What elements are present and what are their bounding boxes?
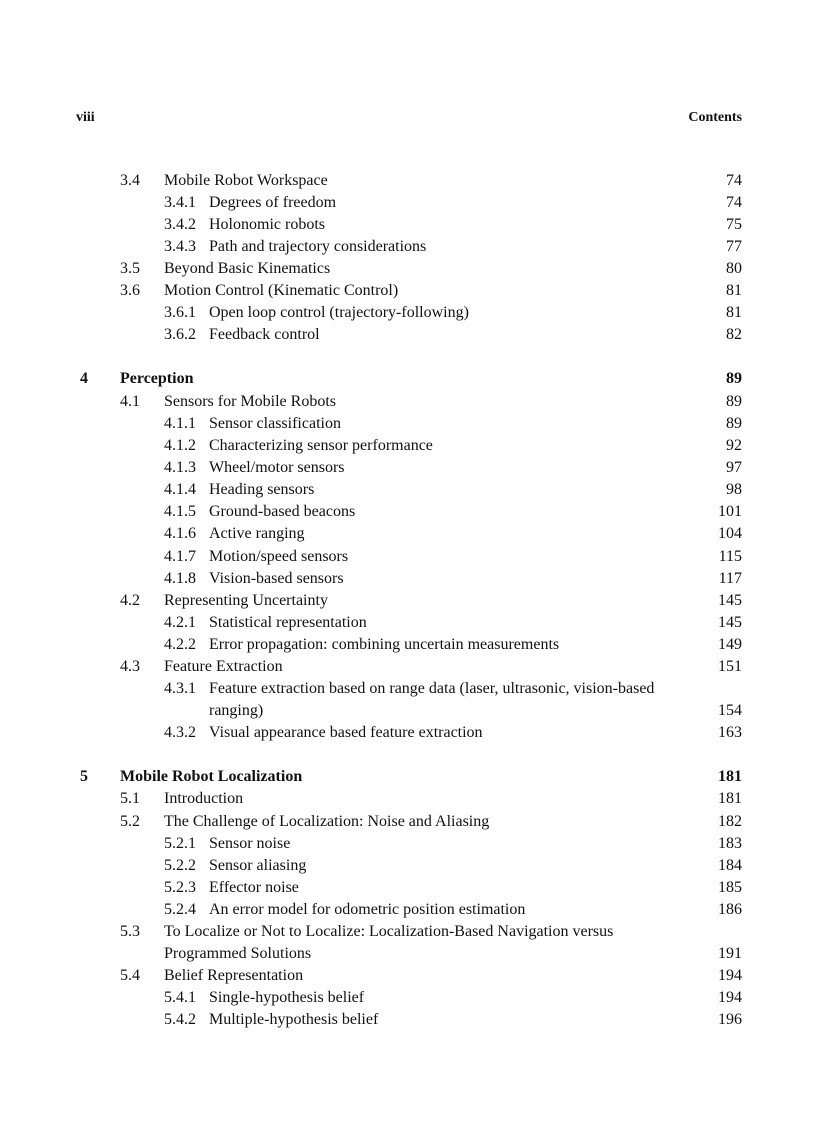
toc-subsection-4-1-3[interactable] [0, 457, 816, 479]
toc-section-number: 5.2 [120, 813, 140, 830]
toc-subsection-5-2-3[interactable] [0, 877, 816, 899]
toc-subsection-number: 3.6.2 [164, 326, 196, 343]
toc-chapter-title: Perception [120, 370, 194, 387]
toc-subsection-title: Wheel/motor sensors [209, 459, 345, 476]
toc-subsection-number: 4.2.2 [164, 636, 196, 653]
toc-page-number: 196 [718, 1011, 742, 1028]
toc-section-title: Feature Extraction [164, 658, 283, 675]
toc-subsection-5-2-1[interactable] [0, 833, 816, 855]
toc-section-title-continued: Programmed Solutions [164, 945, 312, 962]
toc-subsection-number: 3.4.2 [164, 216, 196, 233]
toc-subsection-4-1-2[interactable] [0, 435, 816, 457]
toc-subsection-4-3-2[interactable] [0, 722, 816, 744]
toc-subsection-title: Heading sensors [209, 481, 315, 498]
toc-subsection-title: Feedback control [209, 326, 320, 343]
toc-page-number: 89 [726, 370, 742, 387]
toc-subsection-4-1-5[interactable] [0, 501, 816, 523]
toc-subsection-number: 4.1.4 [164, 481, 196, 498]
toc-page-number: 81 [726, 282, 742, 299]
toc-subsection-title: Feature extraction based on range data (laser, ultrasonic, vision-based [209, 680, 655, 697]
toc-chapter-number: 5 [80, 768, 88, 785]
toc-section-4-2[interactable] [0, 590, 816, 612]
toc-subsection-title: Multiple-hypothesis belief [209, 1011, 379, 1028]
toc-subsection-4-2-2[interactable] [0, 634, 816, 656]
toc-subsection-number: 3.6.1 [164, 304, 196, 321]
toc-page-number: 74 [726, 194, 742, 211]
toc-subsection-title: Open loop control (trajectory-following) [209, 304, 469, 321]
toc-subsection-5-2-2[interactable] [0, 855, 816, 877]
toc-page-number: 184 [718, 857, 742, 874]
toc-section-5-3[interactable] [0, 921, 816, 943]
toc-subsection-title: Single-hypothesis belief [209, 989, 365, 1006]
toc-section-number: 3.5 [120, 260, 140, 277]
toc-subsection-4-1-7[interactable] [0, 546, 816, 568]
toc-section-number: 3.4 [120, 172, 140, 189]
toc-subsection-4-1-4[interactable] [0, 479, 816, 501]
toc-subsection-3-4-1[interactable] [0, 192, 816, 214]
toc-section-number: 4.3 [120, 658, 140, 675]
toc-subsection-title: Degrees of freedom [209, 194, 337, 211]
toc-subsection-number: 4.1.7 [164, 548, 196, 565]
toc-subsection-title: Characterizing sensor performance [209, 437, 433, 454]
toc-page-number: 92 [726, 437, 742, 454]
toc-page-number: 98 [726, 481, 742, 498]
toc-section-title: To Localize or Not to Localize: Localization-Based Navigation versus [164, 923, 614, 940]
toc-subsection-5-4-1[interactable] [0, 987, 816, 1009]
toc-subsection-3-4-2[interactable] [0, 214, 816, 236]
toc-page-number: 149 [718, 636, 742, 653]
toc-page-number: 81 [726, 304, 742, 321]
toc-subsection-title: Holonomic robots [209, 216, 325, 233]
toc-chapter-5[interactable] [0, 766, 816, 788]
toc-subsection-number: 5.4.2 [164, 1011, 196, 1028]
toc-section-title: The Challenge of Localization: Noise and Aliasing [164, 813, 490, 830]
toc-subsection-number: 5.2.3 [164, 879, 196, 896]
toc-subsection-number: 4.1.2 [164, 437, 196, 454]
toc-chapter-number: 4 [80, 370, 88, 387]
toc-subsection-number: 5.2.2 [164, 857, 196, 874]
toc-subsection-4-3-1[interactable] [0, 678, 816, 700]
toc-section-title: Beyond Basic Kinematics [164, 260, 331, 277]
toc-page-number: 74 [726, 172, 742, 189]
toc-subsection-5-2-4[interactable] [0, 899, 816, 921]
toc-subsection-title: Sensor aliasing [209, 857, 307, 874]
toc-subsection-number: 4.1.3 [164, 459, 196, 476]
toc-subsection-number: 4.3.1 [164, 680, 196, 697]
toc-section-number: 4.2 [120, 592, 140, 609]
toc-page-number: 194 [718, 989, 742, 1006]
toc-page-number: 191 [718, 945, 742, 962]
toc-page-number: 145 [718, 592, 742, 609]
toc-subsection-title: Motion/speed sensors [209, 548, 349, 565]
toc-section-title: Mobile Robot Workspace [164, 172, 328, 189]
toc-subsection-number: 4.1.5 [164, 503, 196, 520]
toc-subsection-number: 5.2.1 [164, 835, 196, 852]
toc-subsection-number: 4.3.2 [164, 724, 196, 741]
toc-subsection-4-2-1[interactable] [0, 612, 816, 634]
toc-section-number: 4.1 [120, 393, 140, 410]
toc-section-5-2[interactable] [0, 811, 816, 833]
toc-subsection-4-1-8[interactable] [0, 568, 816, 590]
toc-page-number: 80 [726, 260, 742, 277]
toc-section-title: Introduction [164, 790, 244, 807]
toc-subsection-number: 4.1.1 [164, 415, 196, 432]
running-head-title: Contents [688, 110, 742, 125]
toc-page-number: 97 [726, 459, 742, 476]
toc-subsection-title: Statistical representation [209, 614, 367, 631]
toc-section-title: Belief Representation [164, 967, 304, 984]
toc-subsection-4-1-1[interactable] [0, 413, 816, 435]
toc-page-number: 104 [718, 525, 742, 542]
toc-subsection-number: 5.2.4 [164, 901, 196, 918]
toc-page-number: 154 [718, 702, 742, 719]
toc-subsection-title: Path and trajectory considerations [209, 238, 427, 255]
toc-section-5-3-continued[interactable] [0, 943, 816, 965]
toc-subsection-title: Ground-based beacons [209, 503, 356, 520]
toc-page-number: 163 [718, 724, 742, 741]
toc-page-number: 115 [718, 548, 742, 565]
toc-section-5-1[interactable] [0, 788, 816, 810]
toc-subsection-title: Error propagation: combining uncertain measurements [209, 636, 560, 653]
toc-section-3-4[interactable] [0, 170, 816, 192]
toc-section-number: 3.6 [120, 282, 140, 299]
toc-subsection-4-1-6[interactable] [0, 523, 816, 545]
page-number-label: viii [76, 110, 95, 125]
toc-page-number: 75 [726, 216, 742, 233]
toc-page-number: 181 [718, 790, 742, 807]
toc-page-number: 186 [718, 901, 742, 918]
toc-subsection-number: 5.4.1 [164, 989, 196, 1006]
toc-subsection-title: Visual appearance based feature extraction [209, 724, 483, 741]
toc-section-3-6[interactable] [0, 280, 816, 302]
toc-page-number: 145 [718, 614, 742, 631]
toc-section-4-3[interactable] [0, 656, 816, 678]
toc-subsection-number: 4.1.6 [164, 525, 196, 542]
toc-page-number: 181 [718, 768, 742, 785]
toc-subsection-number: 3.4.1 [164, 194, 196, 211]
toc-subsection-title-continued: ranging) [209, 702, 264, 719]
toc-section-number: 5.1 [120, 790, 140, 807]
toc-page-number: 101 [718, 503, 742, 520]
toc-page-number: 117 [718, 570, 742, 587]
toc-page-number: 89 [726, 393, 742, 410]
toc-subsection-title: Sensor noise [209, 835, 291, 852]
toc-section-5-4[interactable] [0, 965, 816, 987]
toc-subsection-title: Sensor classification [209, 415, 341, 432]
toc-page-number: 89 [726, 415, 742, 432]
toc-subsection-4-3-1-continued[interactable] [0, 700, 816, 722]
toc-subsection-3-6-2[interactable] [0, 324, 816, 346]
toc-subsection-3-6-1[interactable] [0, 302, 816, 324]
toc-page-number: 182 [718, 813, 742, 830]
toc-subsection-title: Vision-based sensors [209, 570, 344, 587]
toc-chapter-4[interactable] [0, 368, 816, 390]
toc-subsection-title: Effector noise [209, 879, 299, 896]
toc-section-title: Motion Control (Kinematic Control) [164, 282, 399, 299]
toc-section-3-5[interactable] [0, 258, 816, 280]
toc-page-number: 183 [718, 835, 742, 852]
toc-subsection-number: 4.2.1 [164, 614, 196, 631]
toc-page-number: 185 [718, 879, 742, 896]
toc-subsection-title: An error model for odometric position estimation [209, 901, 526, 918]
toc-section-title: Representing Uncertainty [164, 592, 328, 609]
toc-page-number: 151 [718, 658, 742, 675]
toc-chapter-title: Mobile Robot Localization [120, 768, 303, 785]
toc-subsection-number: 4.1.8 [164, 570, 196, 587]
toc-page-number: 194 [718, 967, 742, 984]
toc-section-4-1[interactable] [0, 391, 816, 413]
toc-section-number: 5.4 [120, 967, 140, 984]
toc-section-number: 5.3 [120, 923, 140, 940]
toc-subsection-title: Active ranging [209, 525, 305, 542]
toc-page-number: 77 [726, 238, 742, 255]
toc-subsection-3-4-3[interactable] [0, 236, 816, 258]
toc-subsection-number: 3.4.3 [164, 238, 196, 255]
toc-section-title: Sensors for Mobile Robots [164, 393, 336, 410]
toc-subsection-5-4-2[interactable] [0, 1009, 816, 1031]
toc-page-number: 82 [726, 326, 742, 343]
